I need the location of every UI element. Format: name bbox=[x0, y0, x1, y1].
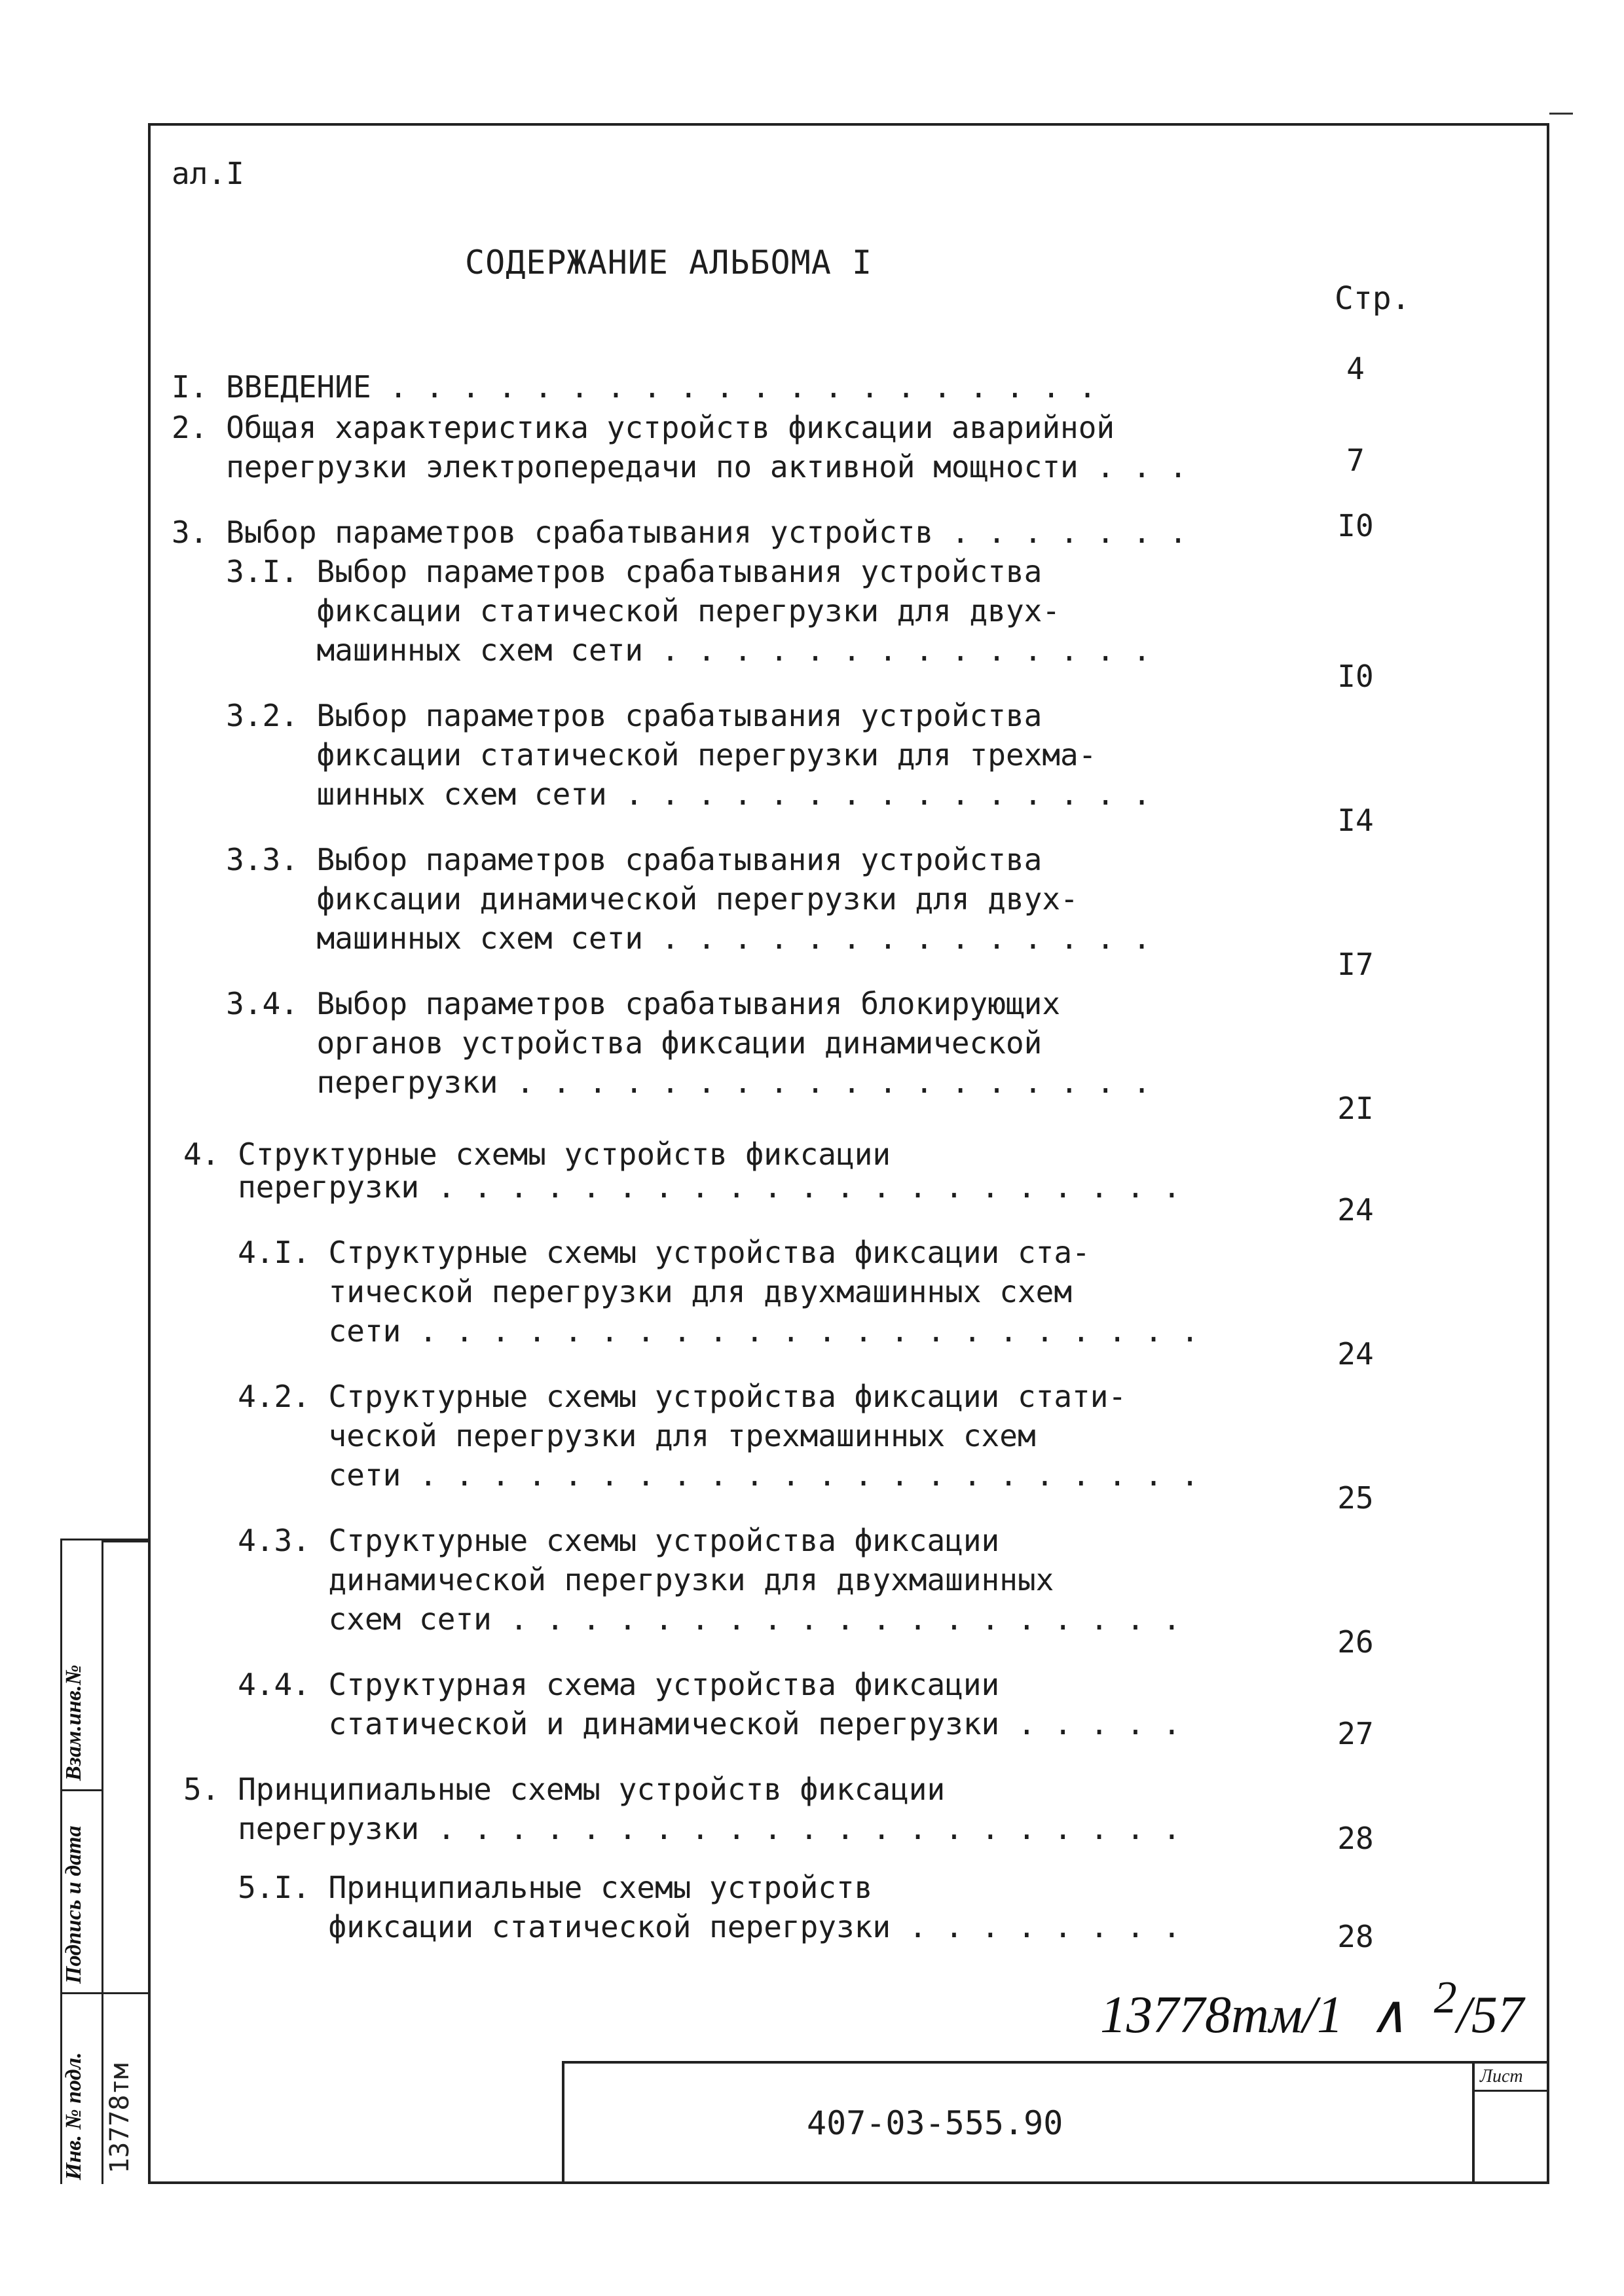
toc-page-number: 2I bbox=[1337, 1091, 1374, 1126]
corner-mark bbox=[1549, 113, 1573, 115]
toc-line: фиксации статической перегрузки для трехма- bbox=[172, 737, 1097, 773]
toc-line: 5.I. Принципиальные схемы устройств bbox=[183, 1870, 873, 1905]
toc-line: сети . . . . . . . . . . . . . . . . . . . . . . bbox=[183, 1313, 1199, 1349]
toc-page-number: 4 bbox=[1346, 351, 1365, 386]
toc-line: 4.I. Структурные схемы устройства фиксации ста- bbox=[183, 1235, 1090, 1270]
toc-page-number: 26 bbox=[1337, 1624, 1374, 1660]
toc-line: перегрузки . . . . . . . . . . . . . . . . . . . . . bbox=[183, 1811, 1181, 1846]
toc-line: статической и динамической перегрузки . . . . . bbox=[183, 1706, 1181, 1741]
toc-page-number: I4 bbox=[1337, 803, 1374, 838]
page-column-header: Стр. bbox=[1335, 280, 1411, 317]
toc-line: органов устройства фиксации динамической bbox=[172, 1025, 1043, 1061]
toc-line: тической перегрузки для двухмашинных схем bbox=[183, 1274, 1073, 1309]
title-block bbox=[562, 2061, 1549, 2184]
toc-page-number: 24 bbox=[1337, 1192, 1374, 1228]
toc-line: динамической перегрузки для двухмашинных bbox=[183, 1562, 1054, 1597]
stamp-label-replacement: Взам.инв.№ bbox=[62, 1664, 86, 1781]
toc-line: 3.3. Выбор параметров срабатывания устройства bbox=[172, 842, 1043, 877]
sheet-separator bbox=[1475, 2090, 1549, 2092]
toc-page-number: I0 bbox=[1337, 659, 1374, 694]
toc-line: перегрузки . . . . . . . . . . . . . . . . . . . . . bbox=[183, 1169, 1181, 1205]
toc-line: 4.3. Структурные схемы устройства фиксации bbox=[183, 1523, 1000, 1558]
toc-line: 4.2. Структурные схемы устройства фиксации стати- bbox=[183, 1379, 1127, 1414]
toc-page-number: I0 bbox=[1337, 508, 1374, 543]
toc-line: схем сети . . . . . . . . . . . . . . . . . . . bbox=[183, 1601, 1181, 1637]
document-code: 407-03-555.90 bbox=[807, 2104, 1063, 2142]
toc-page-number: I7 bbox=[1337, 947, 1374, 982]
toc-line: 2. Общая характеристика устройств фиксации аварийной bbox=[172, 410, 1115, 445]
toc-page-number: 25 bbox=[1337, 1480, 1374, 1516]
album-label: ал.I bbox=[172, 156, 244, 191]
sheet-cell bbox=[1472, 2064, 1549, 2184]
toc-line: 4. Структурные схемы устройств фиксации bbox=[183, 1137, 891, 1172]
toc-line: 3.I. Выбор параметров срабатывания устройства bbox=[172, 554, 1043, 589]
toc-page-number: 24 bbox=[1337, 1336, 1374, 1372]
toc-line: машинных схем сети . . . . . . . . . . . . . . bbox=[172, 632, 1151, 668]
inventory-number: 13778тм bbox=[105, 2063, 135, 2174]
toc-page-number: 28 bbox=[1337, 1821, 1374, 1856]
toc-line: перегрузки . . . . . . . . . . . . . . . . . . bbox=[172, 1065, 1151, 1100]
toc-page-number: 27 bbox=[1337, 1716, 1374, 1751]
toc-line: фиксации статической перегрузки для двух- bbox=[172, 593, 1061, 629]
handwritten-note: 13778тм/1 ∧ 2/57 bbox=[1100, 1973, 1524, 2044]
handwritten-main: 13778тм/1 bbox=[1100, 1986, 1344, 2044]
toc-line: I. ВВЕДЕНИЕ . . . . . . . . . . . . . . . . . . . . bbox=[172, 369, 1097, 405]
toc-line: сети . . . . . . . . . . . . . . . . . . . . . . bbox=[183, 1457, 1199, 1493]
sheet-label: Лист bbox=[1480, 2066, 1523, 2086]
toc-line: 5. Принципиальные схемы устройств фиксации bbox=[183, 1772, 946, 1807]
stamp-label-inventory: Инв. № подл. bbox=[62, 2052, 86, 2180]
stamp-row-line bbox=[62, 1992, 150, 1994]
toc-page-number: 7 bbox=[1346, 443, 1365, 478]
stamp-row-line bbox=[101, 1540, 150, 1542]
toc-line: перегрузки электропередачи по активной мощности . . . bbox=[172, 449, 1187, 484]
toc-page-number: 28 bbox=[1337, 1919, 1374, 1954]
stamp-label-signature: Подпись и дата bbox=[62, 1825, 86, 1984]
handwritten-tail: /57 bbox=[1456, 1986, 1524, 2044]
toc-line: 4.4. Структурная схема устройства фиксации bbox=[183, 1667, 1000, 1702]
toc-line: шинных схем сети . . . . . . . . . . . . . . . bbox=[172, 776, 1151, 812]
page-title: СОДЕРЖАНИЕ АЛЬБОМА I bbox=[465, 244, 873, 282]
toc-line: ческой перегрузки для трехмашинных схем bbox=[183, 1418, 1036, 1453]
stamp-divider bbox=[101, 1540, 103, 2184]
toc-line: фиксации динамической перегрузки для двух- bbox=[172, 881, 1079, 917]
toc-line: машинных схем сети . . . . . . . . . . . . . . bbox=[172, 920, 1151, 956]
toc-line: 3.4. Выбор параметров срабатывания блокирующих bbox=[172, 986, 1061, 1021]
handwritten-sup: 2 bbox=[1433, 1973, 1457, 2023]
stamp-row-line bbox=[62, 1789, 101, 1791]
toc-line: 3.2. Выбор параметров срабатывания устройства bbox=[172, 698, 1043, 733]
toc-line: 3. Выбор параметров срабатывания устройств . . . . . . . bbox=[172, 515, 1187, 550]
toc-line: фиксации статической перегрузки . . . . . . . . bbox=[183, 1909, 1181, 1944]
